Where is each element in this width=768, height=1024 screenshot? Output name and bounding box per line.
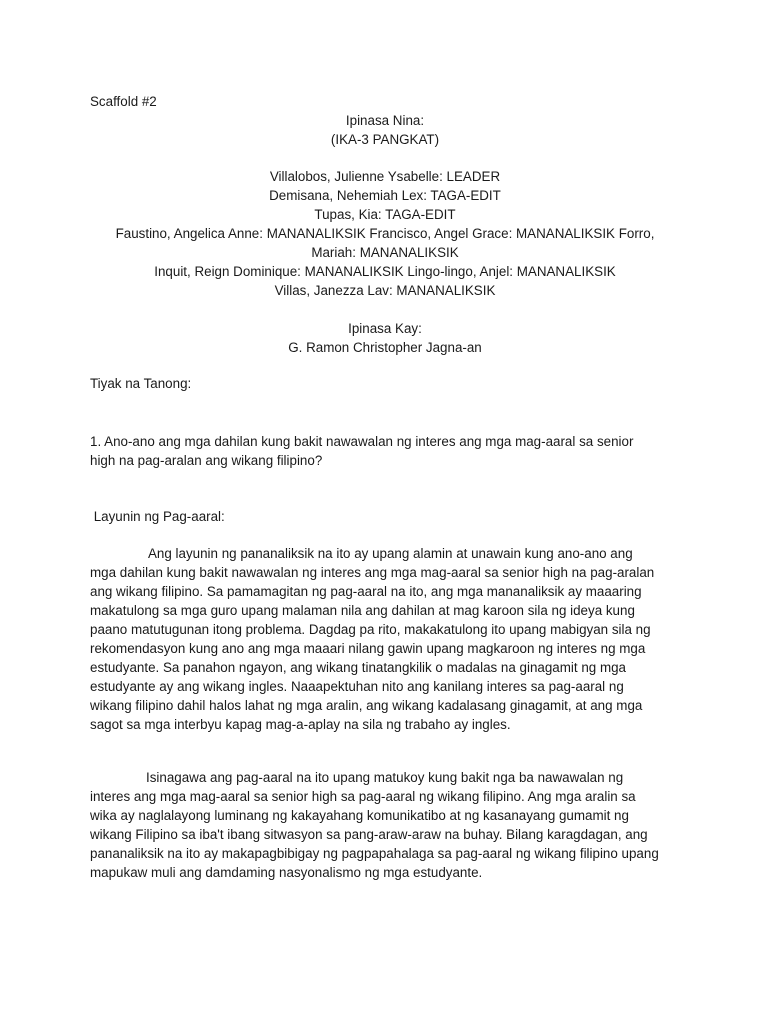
member-line: Mariah: MANANALIKSIK	[311, 245, 459, 260]
paragraph-line: paano matutugunan itong problema. Dagdag pa rito, makakatulong ito upang mabigyan sila ng	[90, 622, 651, 637]
question-line: 1. Ano-ano ang mga dahilan kung bakit nawawalan ng interes ang mga mag-aaral sa senior	[90, 434, 634, 449]
paragraph-line: makatulong sa mga guro upang malaman nila ang dahilan at mag karoon sila ng ideya kung	[90, 603, 635, 618]
paragraph-line: wika ay naglalayong luminang ng kakayahang komunikatibo at ng kasanayang gumamit ng	[90, 808, 629, 823]
research-question	[90, 432, 680, 470]
paragraph-2	[90, 768, 680, 882]
paragraph-line: Isinagawa ang pag-aaral na ito upang matukoy kung bakit nga ba nawawalan ng	[146, 770, 624, 785]
teacher-name: G. Ramon Christopher Jagna-an	[288, 340, 482, 355]
group-name: (IKA-3 PANGKAT)	[330, 132, 440, 147]
submitted-to-block	[90, 319, 680, 357]
paragraph-line: interes ang mga mag-aaral sa senior high sa pag-aaral ng wikang filipino. Ang mga aralin sa	[90, 789, 636, 804]
question-heading: Tiyak na Tanong:	[90, 376, 192, 391]
paragraph-line: estudyante ay ang wikang ingles. Naaapektuhan nito ang kanilang interes sa pag-aaral ng	[90, 679, 624, 694]
paragraph-line: Ang layunin ng pananaliksik na ito ay upang alamin at unawain kung ano-ano ang	[148, 546, 633, 561]
paragraph-1	[90, 544, 680, 734]
member-line: Demisana, Nehemiah Lex: TAGA-EDIT	[269, 188, 501, 203]
member-line: Villalobos, Julienne Ysabelle: LEADER	[269, 169, 501, 184]
paragraph-line: wikang filipino dahil halos lahat ng mga aralin, ang wikang kadalasang ginagamit, at ang mga	[90, 698, 643, 713]
member-line: Tupas, Kia: TAGA-EDIT	[314, 207, 456, 222]
member-line: Faustino, Angelica Anne: MANANALIKSIK Francisco, Angel Grace: MANANALIKSIK Forro,	[115, 226, 655, 241]
objective-heading: Layunin ng Pag-aaral:	[90, 509, 225, 524]
paragraph-line: mga dahilan kung bakit nawawalan ng interes ang mga mag-aaral sa senior high na pag-aralan	[90, 565, 655, 580]
paragraph-line: rekomendasyon kung ano ang mga maaari nilang gawin upang magkaroon ng interes ng mga	[90, 641, 646, 656]
paragraph-line: ang wikang filipino. Sa pamamagitan ng pag-aaral na ito, ang mga mananaliksik ay maaaring	[90, 584, 642, 599]
member-list	[90, 167, 680, 300]
paragraph-line: sagot sa mga interbyu kapag mag-a-aplay na sila ng trabaho ay ingles.	[90, 717, 511, 732]
title-block	[90, 111, 680, 149]
paragraph-line: mapukaw muli ang damdaming nasyonalismo ng mga estudyante.	[90, 865, 483, 880]
submitted-by-heading: Ipinasa Nina:	[345, 113, 425, 128]
paragraph-line: estudyante. Sa panahon ngayon, ang wikang tinatangkilik o madalas na ginagamit ng mga	[90, 660, 626, 675]
document-label: Scaffold #2	[90, 94, 157, 109]
submitted-to-heading: Ipinasa Kay:	[348, 321, 422, 336]
question-line: high na pag-aralan ang wikang filipino?	[90, 453, 323, 468]
member-line: Inquit, Reign Dominique: MANANALIKSIK Lingo-lingo, Anjel: MANANALIKSIK	[154, 264, 616, 279]
paragraph-line: pananaliksik na ito ay makapagbibigay ng pagpapahalaga sa pag-aaral ng wikang filipino upang	[90, 846, 659, 861]
paragraph-line: wikang Filipino sa iba't ibang sitwasyon sa pang-araw-araw na buhay. Bilang karagdagan, ang	[90, 827, 648, 842]
member-line: Villas, Janezza Lav: MANANALIKSIK	[274, 283, 496, 298]
